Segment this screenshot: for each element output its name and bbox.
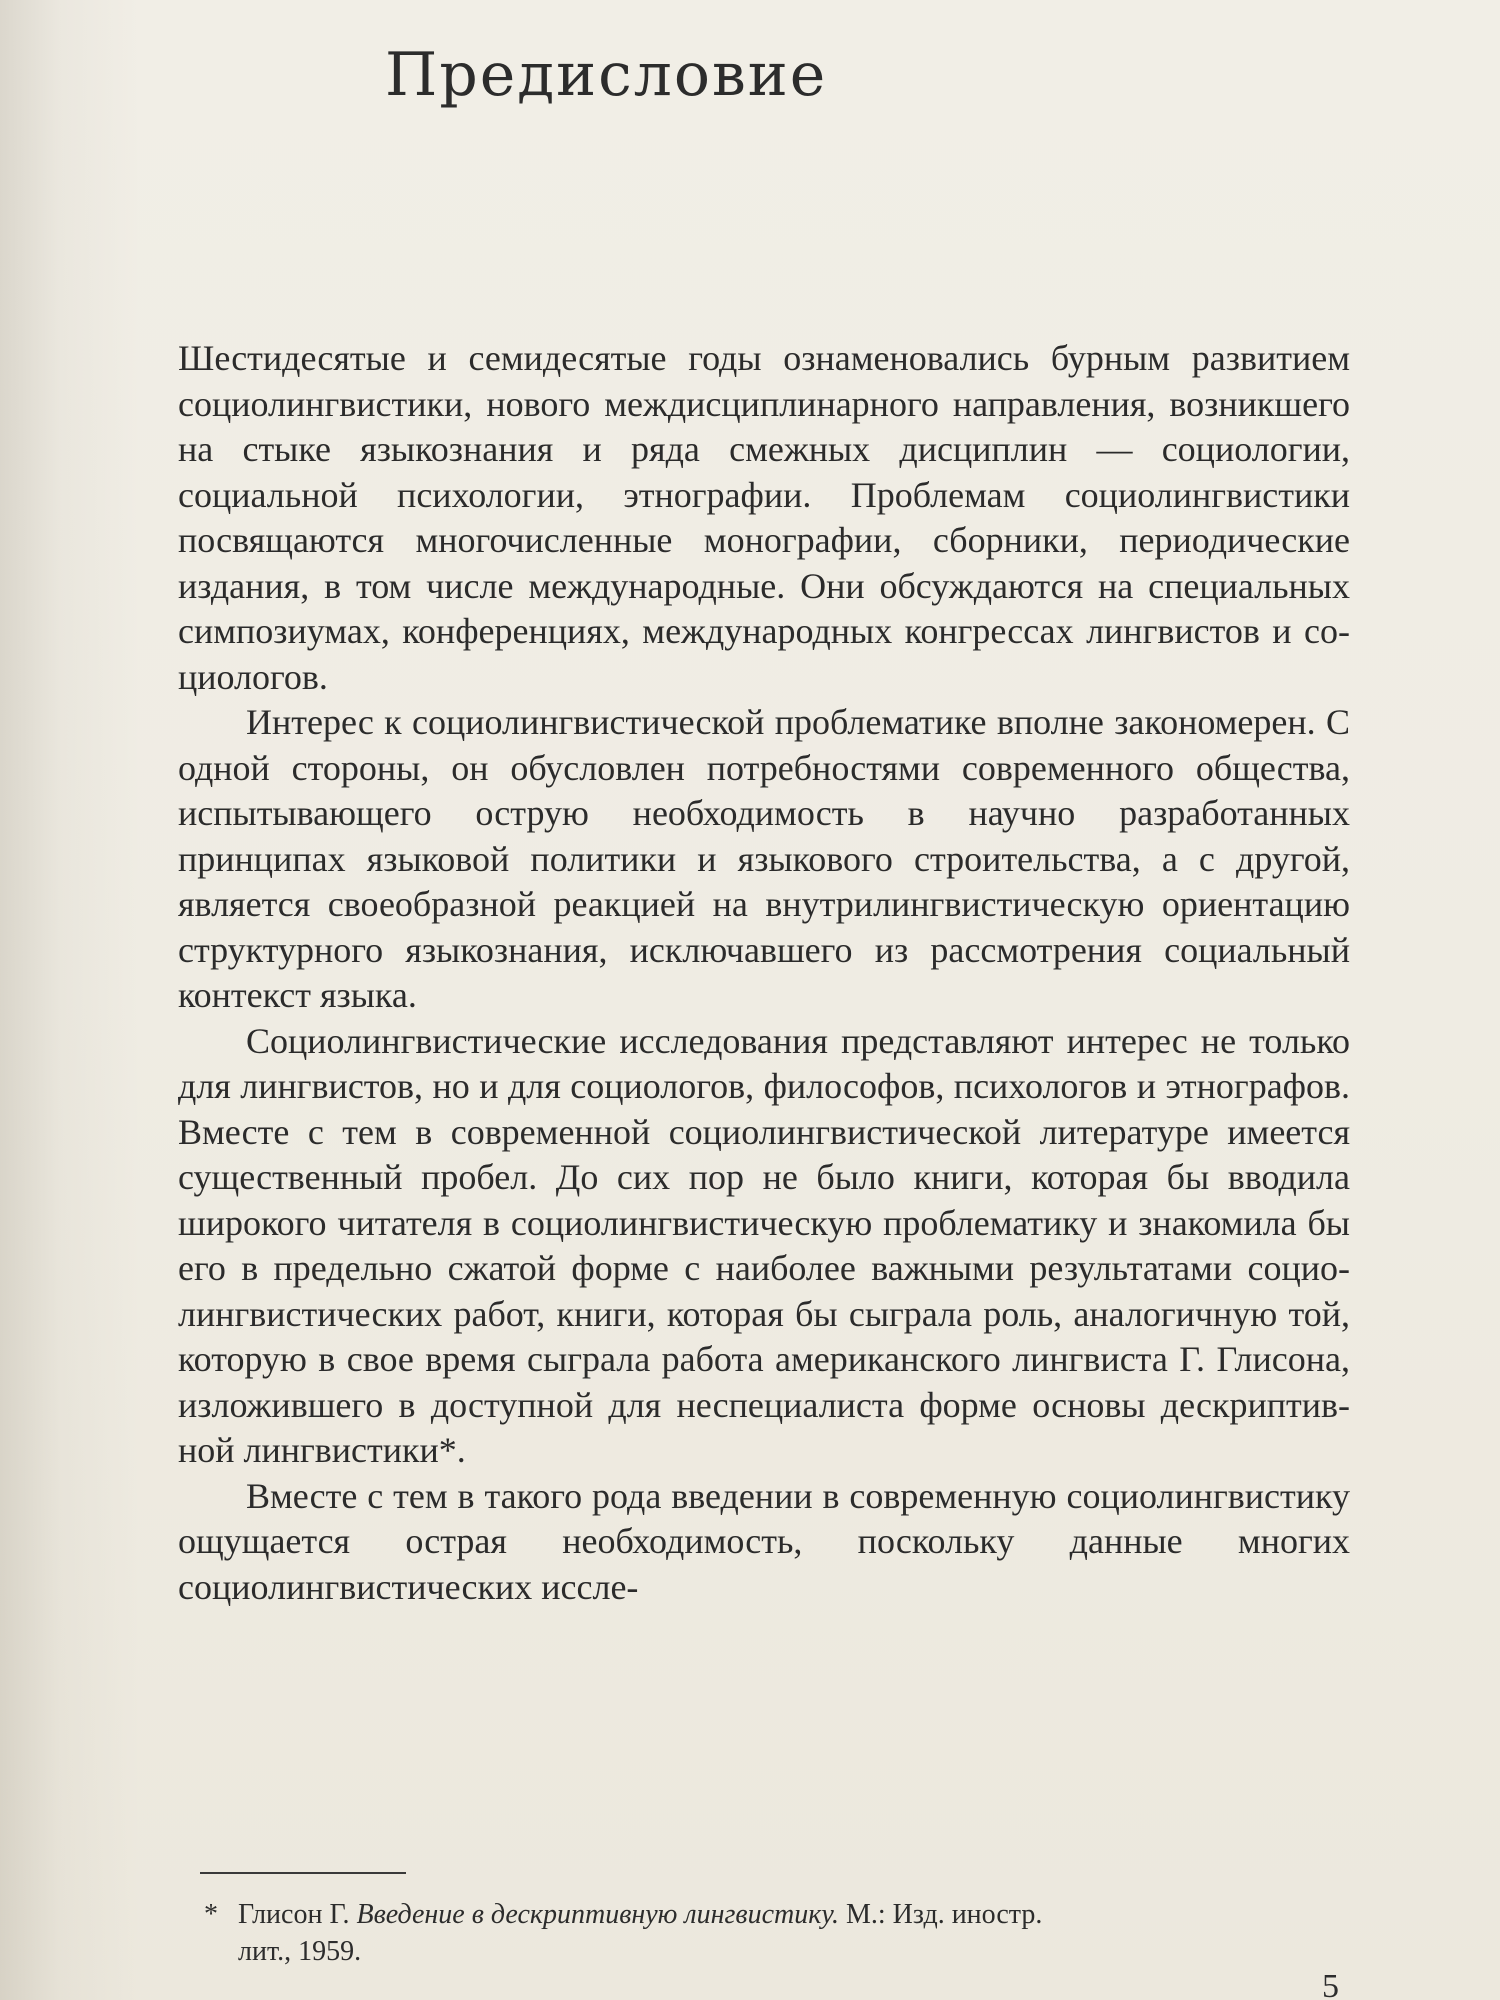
paragraph-1: Шестидесятые и семидесятые годы ознаменовались бурным развитием социолингвистики, нового междисциплинарного направления, возникшего на стыке языкознания и ряда смежных дисциплин — социологии, социальной психологии, этнографии. Проблемам социолингвистики посвящаются многочисленные монографии, сборники, периодические издания, в том числе международные. Они обсуждаются на специальных симпозиумах, конференциях, международных конгрессах лингвистов и социологов. [178,338,1350,697]
footnote [204,1896,1354,1970]
page-title: Предисловие [385,40,828,110]
paragraph-2: Интерес к социолингвистической проблематике вполне закономерен. С одной стороны, он обусловлен потребностями современного общества, испытывающего острую необходимость в научно разработанных принципах языковой политики и языкового строительства, а с другой, является своеобразной реакцией на внутрилингвистическую ориентацию структурного языкознания, исключавшего из рассмотрения социальный контекст языка. [178,702,1350,1015]
page-number: 5 [1322,1968,1339,2000]
footnote-year: лит., 1959. [238,1936,362,1967]
paragraph-4: Вместе с тем в такого рода введении в современную социолингвистику ощущается острая необходимость, поскольку данные многих социолингвистических иссле- [178,1475,1350,1607]
footnote-publisher: М.: Изд. иностр. [846,1899,1043,1930]
footnote-divider [200,1872,406,1874]
paragraph-3: Социолингвистические исследования представляют интерес не только для лингвистов, но и для социологов, философов, психологов и этнографов. Вместе с тем в современной социолингвистической литературе имеется существенный пробел. До сих пор не было книги, которая бы вводила широкого читателя в социолингвистическую проблематику и знакомила бы его в предельно сжатой форме с наиболее важными результатами социолингвистических работ, книги, которая бы сыграла роль, аналогичную той, которую в свое время сыграла работа американского лингвиста Г. Глисона, изложившего в доступной для неспециалиста форме основы дескриптивной лингвистики*. [178,1020,1350,1470]
footnote-title: Введение в дескриптивную лингвистику. [356,1899,839,1930]
body-text [178,336,1350,1610]
footnote-marker: * [204,1899,218,1930]
footnote-author: Глисон Г. [238,1899,350,1930]
